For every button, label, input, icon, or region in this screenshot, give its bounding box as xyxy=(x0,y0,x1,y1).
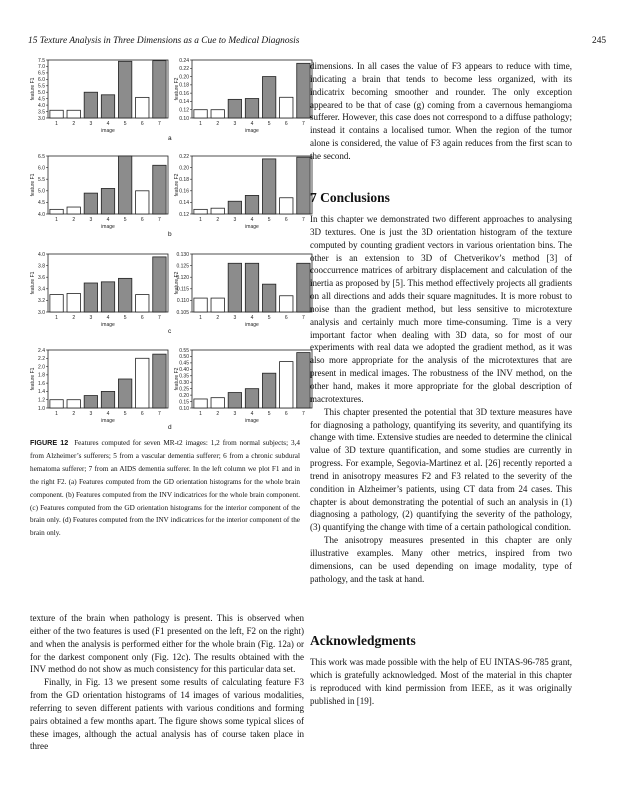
x-tick-label: 6 xyxy=(284,315,288,321)
bar-7 xyxy=(297,353,310,408)
x-tick-label: 3 xyxy=(89,411,93,417)
x-tick-label: 2 xyxy=(72,411,76,417)
x-axis-label: image xyxy=(101,322,115,328)
y-tick-label: 2.0 xyxy=(38,364,45,371)
right-column-intro xyxy=(310,60,572,163)
y-tick-label: 0.50 xyxy=(179,354,189,361)
y-tick-label: 7.0 xyxy=(38,64,45,71)
bar-chart-svg xyxy=(172,250,320,330)
x-tick-label: 1 xyxy=(55,121,58,127)
bar-5 xyxy=(118,379,131,408)
bar-6 xyxy=(136,358,149,408)
y-tick-label: 0.120 xyxy=(176,275,189,281)
x-tick-label: 5 xyxy=(267,411,271,417)
y-tick-label: 0.22 xyxy=(179,66,189,73)
acknowledgments-text xyxy=(310,656,572,707)
bar-3 xyxy=(228,99,241,118)
y-tick-label: 0.18 xyxy=(179,177,189,183)
bar-1 xyxy=(50,209,63,214)
x-tick-label: 1 xyxy=(199,315,202,321)
y-tick-label: 5.5 xyxy=(38,83,45,90)
caption-text: Features computed for seven MR-t2 images: 1,2 from normal subjects; 3,4 from Alzheimer’s sufferers; 5 from a vascular dementia sufferer; 6 from a chronic subdural hematoma sufferer; 7 from an AIDS dementia sufferer. In the left column we plot F1 and in the right F2. (a) Features computed from the GD orientation histograms for the whole brain component. (b) Features computed from the INV indicatrices for the whole brain component. (c) Features computed from the GD orientation histograms for the interior component of the brain only. (d) Features computed from the INV indicatrices for the interior component of the brain only. xyxy=(30,439,301,538)
bar-4 xyxy=(101,188,114,214)
y-tick-label: 0.16 xyxy=(179,188,189,195)
x-axis-label: image xyxy=(245,224,259,230)
bar-chart-svg xyxy=(28,346,176,426)
bar-7 xyxy=(153,61,166,118)
y-axis-label: feature F2 xyxy=(174,367,180,391)
x-tick-label: 1 xyxy=(55,411,58,417)
y-tick-label: 0.130 xyxy=(176,251,189,258)
y-tick-label: 4.0 xyxy=(38,102,45,109)
y-tick-label: 0.20 xyxy=(179,392,189,399)
bar-2 xyxy=(211,398,224,408)
x-axis-label: image xyxy=(101,128,115,134)
bar-2 xyxy=(67,293,80,312)
x-tick-label: 2 xyxy=(216,411,220,417)
x-tick-label: 2 xyxy=(216,121,220,127)
bar-5 xyxy=(118,156,131,214)
y-tick-label: 3.0 xyxy=(38,309,45,316)
bar-6 xyxy=(136,295,149,312)
chart-c-f2 xyxy=(172,250,320,330)
bar-5 xyxy=(262,77,275,118)
x-axis-label: image xyxy=(245,322,259,328)
y-tick-label: 0.45 xyxy=(179,360,189,367)
y-tick-label: 6.5 xyxy=(38,70,45,77)
x-tick-label: 1 xyxy=(55,315,58,321)
bar-2 xyxy=(67,400,80,408)
bar-chart-svg xyxy=(28,152,176,232)
page-number: 245 xyxy=(592,36,607,46)
y-tick-label: 1.2 xyxy=(38,397,45,404)
chart-b-f2 xyxy=(172,152,320,232)
bar-1 xyxy=(50,295,63,312)
x-tick-label: 1 xyxy=(199,411,202,417)
y-tick-label: 4.5 xyxy=(38,200,45,207)
bar-1 xyxy=(194,209,207,214)
x-tick-label: 5 xyxy=(123,315,127,321)
bar-6 xyxy=(136,191,149,214)
y-tick-label: 0.10 xyxy=(179,115,189,122)
y-tick-label: 1.6 xyxy=(38,380,45,387)
bar-3 xyxy=(84,193,97,214)
bar-4 xyxy=(245,99,258,118)
bar-1 xyxy=(50,400,63,408)
x-tick-label: 5 xyxy=(267,315,271,321)
panel-letter-a: a xyxy=(168,135,172,142)
bar-5 xyxy=(262,373,275,408)
bar-4 xyxy=(245,263,258,312)
panel-letter-b: b xyxy=(168,231,172,238)
y-tick-label: 4.0 xyxy=(38,251,45,258)
y-tick-label: 2.2 xyxy=(38,356,45,363)
y-tick-label: 0.40 xyxy=(179,367,189,374)
y-tick-label: 0.105 xyxy=(176,309,189,316)
bar-7 xyxy=(153,257,166,312)
x-tick-label: 4 xyxy=(106,121,110,127)
x-tick-label: 6 xyxy=(284,217,288,223)
bar-chart-svg xyxy=(28,250,176,330)
y-tick-label: 0.14 xyxy=(179,99,189,106)
bar-5 xyxy=(118,61,131,118)
y-tick-label: 2.4 xyxy=(38,347,45,354)
y-axis-label: feature F2 xyxy=(174,173,180,197)
bar-4 xyxy=(101,391,114,408)
bar-4 xyxy=(245,195,258,214)
panel-letter-d: d xyxy=(168,424,172,431)
paragraph: In this chapter we demonstrated two different approaches to analysing 3D textures. One is just the 3D orientation histogram of the texture computed by counting gradient vectors in various orientation bins. The other is an extension to 3D of Chetverikov’s method [3] of cooccurrence matrices of arbitrary displacement and calculation of the inertia as proposed by [5]. This method effectively projects all gradients on all directions and adds their square magnitudes. It is more robust to noise than the gradient method, but less sensitive to microtexture analysis and certainly much more time-consuming. Time is a very important factor when dealing with 3D data, so for most of our experiments with real data we adopted the gradient method, as it was also more appropriate for the analysis of the microtextures that are present in medical images. The robustness of the INV method, on the other hand, makes it more appropriate for the global description of macrotextures. xyxy=(310,214,572,404)
x-tick-label: 7 xyxy=(158,121,161,127)
bar-4 xyxy=(101,95,114,118)
bar-3 xyxy=(228,201,241,214)
bar-6 xyxy=(280,198,293,214)
x-tick-label: 7 xyxy=(158,217,161,223)
x-tick-label: 4 xyxy=(250,121,254,127)
paragraph: This chapter presented the potential that 3D texture measures have for diagnosing a pathology, quantifying its severity, and quantifying its change with time. Extensive studies are needed to determine the clinical value of 3D texture quantification, and some studies are currently in progress. For example, Segovia-Martinez et al. [26] recently reported a trend in anisotropy measures F2 and F3 related to the severity of the condition in Alzheimer’s patients, using CT data from 24 cases. This chapter is about demonstrating the potential of such an analysis in (1) diagnosing a pathology, (2) quantifying the severity of the pathology, (3) quantifying the change with time of a certain pathological condition. xyxy=(310,406,572,533)
y-tick-label: 5.0 xyxy=(38,188,45,195)
y-tick-label: 0.14 xyxy=(179,200,189,207)
y-tick-label: 3.0 xyxy=(38,115,45,122)
bar-6 xyxy=(280,296,293,312)
chart-a-f2 xyxy=(172,56,320,136)
x-tick-label: 5 xyxy=(267,217,271,223)
bar-4 xyxy=(245,389,258,408)
left-column-text xyxy=(30,612,304,753)
x-tick-label: 6 xyxy=(140,315,144,321)
x-tick-label: 6 xyxy=(140,217,144,223)
bar-7 xyxy=(297,157,310,214)
x-tick-label: 2 xyxy=(72,217,76,223)
y-tick-label: 4.5 xyxy=(38,96,45,103)
y-tick-label: 0.25 xyxy=(179,386,189,393)
bar-3 xyxy=(228,263,241,312)
bar-4 xyxy=(101,282,114,312)
bar-chart-svg xyxy=(172,152,320,232)
x-tick-label: 4 xyxy=(106,315,110,321)
x-tick-label: 4 xyxy=(250,315,254,321)
section-title-conclusions: 7 Conclusions xyxy=(310,190,390,205)
bar-3 xyxy=(84,396,97,408)
y-axis-label: feature F2 xyxy=(174,271,180,295)
x-tick-label: 7 xyxy=(158,315,161,321)
y-tick-label: 3.5 xyxy=(38,109,45,116)
y-tick-label: 0.18 xyxy=(179,82,189,89)
y-tick-label: 0.16 xyxy=(179,90,189,97)
bar-7 xyxy=(297,63,310,118)
chart-b-f1 xyxy=(28,152,176,232)
x-tick-label: 2 xyxy=(72,315,76,321)
x-tick-label: 5 xyxy=(267,121,271,127)
paragraph: dimensions. In all cases the value of F3 appears to reduce with time, indicating a brain that tends to become less organized, with its indicatrix becoming smoother and rounder. The only exception appeared to be that of case (g) coming from a cavernous hemangioma sufferer. However, this case does not correspond to a diffuse pathology; instead it contains a localised tumor. When the region of the tumor alone is considered, the value of F3 again reduces from the first scan to the second. xyxy=(310,61,572,161)
bar-2 xyxy=(67,207,80,214)
y-tick-label: 0.30 xyxy=(179,380,189,387)
x-tick-label: 5 xyxy=(123,217,127,223)
bar-5 xyxy=(118,278,131,312)
paragraph: The anisotropy measures presented in this chapter are only illustrative examples. Many other metrics, inspired from two dimensions, can be used depending on image modality, type of pathology, and the task at hand. xyxy=(310,535,572,584)
x-tick-label: 6 xyxy=(140,411,144,417)
y-axis-label: feature F1 xyxy=(30,367,36,391)
x-tick-label: 3 xyxy=(233,411,237,417)
y-tick-label: 6.0 xyxy=(38,165,45,172)
x-tick-label: 3 xyxy=(89,315,93,321)
y-tick-label: 0.125 xyxy=(176,263,189,270)
y-tick-label: 4.0 xyxy=(38,211,45,218)
x-axis-label: image xyxy=(245,128,259,134)
y-tick-label: 0.115 xyxy=(176,286,189,293)
caption-label: FIGURE 12 xyxy=(30,438,69,447)
x-tick-label: 6 xyxy=(140,121,144,127)
y-tick-label: 0.22 xyxy=(179,153,189,160)
x-tick-label: 3 xyxy=(89,217,93,223)
y-axis-label: feature F1 xyxy=(30,173,36,197)
y-axis-label: feature F1 xyxy=(30,271,36,295)
x-tick-label: 1 xyxy=(199,121,202,127)
x-tick-label: 4 xyxy=(106,411,110,417)
bar-3 xyxy=(84,92,97,118)
y-tick-label: 3.4 xyxy=(38,286,45,293)
y-tick-label: 0.35 xyxy=(179,373,189,380)
bar-6 xyxy=(280,97,293,118)
bar-6 xyxy=(280,362,293,408)
x-tick-label: 4 xyxy=(106,217,110,223)
y-tick-label: 6.5 xyxy=(38,153,45,160)
bar-2 xyxy=(211,110,224,118)
x-axis-label: image xyxy=(101,224,115,230)
x-tick-label: 5 xyxy=(123,411,127,417)
chart-d-f2 xyxy=(172,346,320,426)
y-tick-label: 5.5 xyxy=(38,177,45,183)
bar-chart-svg xyxy=(28,56,176,136)
x-tick-label: 6 xyxy=(284,411,288,417)
y-tick-label: 0.55 xyxy=(179,347,189,354)
bar-3 xyxy=(228,393,241,408)
x-tick-label: 3 xyxy=(233,315,237,321)
x-tick-label: 3 xyxy=(233,121,237,127)
bar-1 xyxy=(194,399,207,408)
x-tick-label: 7 xyxy=(302,411,305,417)
bar-chart-svg xyxy=(172,346,320,426)
y-tick-label: 6.0 xyxy=(38,77,45,84)
y-tick-label: 1.0 xyxy=(38,405,45,412)
y-axis-label: feature F2 xyxy=(174,77,180,101)
bar-1 xyxy=(194,298,207,312)
y-tick-label: 3.6 xyxy=(38,275,45,281)
chart-d-f1 xyxy=(28,346,176,426)
y-tick-label: 0.20 xyxy=(179,165,189,172)
bar-7 xyxy=(153,165,166,214)
conclusions-text xyxy=(310,213,572,585)
y-tick-label: 0.10 xyxy=(179,405,189,412)
x-tick-label: 1 xyxy=(199,217,202,223)
chart-c-f1 xyxy=(28,250,176,330)
bar-2 xyxy=(211,298,224,312)
x-tick-label: 7 xyxy=(302,121,305,127)
y-tick-label: 5.0 xyxy=(38,90,45,97)
x-axis-label: image xyxy=(101,418,115,424)
chart-a-f1 xyxy=(28,56,176,136)
paragraph: texture of the brain when pathology is present. This is observed when either of the two features is used (F1 presented on the left, F2 on the right) and when the analysis is performed either for the whole brain (Fig. 12a) or for the darkest component only (Fig. 12c). The results obtained with the INV method do not show as much consistency for this particular data set. xyxy=(30,613,304,675)
running-header: 15 Texture Analysis in Three Dimensions as a Cue to Medical Diagnosis xyxy=(28,36,300,46)
paragraph: Finally, in Fig. 13 we present some results of calculating feature F3 from the GD orientation histograms of 14 images of various modalities, referring to seven different patients with various conditions and forming pairs obtained a few months apart. The figure shows some typical slices of these images, although the actual analysis has of course taken place in three xyxy=(30,677,304,752)
x-tick-label: 7 xyxy=(302,217,305,223)
y-tick-label: 1.4 xyxy=(38,389,45,396)
paragraph: This work was made possible with the help of EU INTAS-96-785 grant, which is gratefully acknowledged. Most of the material in this chapter is reproduced with kind permission from IEEE, as it was originally published in [19]. xyxy=(310,657,572,706)
y-tick-label: 0.24 xyxy=(179,57,189,64)
bar-2 xyxy=(211,208,224,214)
x-tick-label: 1 xyxy=(55,217,58,223)
bar-7 xyxy=(153,354,166,408)
y-tick-label: 1.8 xyxy=(38,372,45,379)
x-tick-label: 7 xyxy=(158,411,161,417)
bar-1 xyxy=(194,110,207,118)
bar-6 xyxy=(136,97,149,118)
bar-5 xyxy=(262,159,275,214)
x-tick-label: 3 xyxy=(89,121,93,127)
y-tick-label: 3.2 xyxy=(38,298,45,305)
section-title-acknowledgments: Acknowledgments xyxy=(310,633,416,648)
y-tick-label: 0.20 xyxy=(179,74,189,81)
x-tick-label: 7 xyxy=(302,315,305,321)
y-tick-label: 0.110 xyxy=(176,298,189,305)
y-tick-label: 7.5 xyxy=(38,57,45,64)
y-tick-label: 3.8 xyxy=(38,263,45,270)
bar-1 xyxy=(50,110,63,118)
x-tick-label: 5 xyxy=(123,121,127,127)
bar-chart-svg xyxy=(172,56,320,136)
x-axis-label: image xyxy=(245,418,259,424)
x-tick-label: 2 xyxy=(216,315,220,321)
bar-2 xyxy=(67,110,80,118)
x-tick-label: 6 xyxy=(284,121,288,127)
x-tick-label: 2 xyxy=(72,121,76,127)
y-tick-label: 0.12 xyxy=(179,107,189,114)
x-tick-label: 3 xyxy=(233,217,237,223)
y-tick-label: 0.12 xyxy=(179,211,189,218)
x-tick-label: 4 xyxy=(250,411,254,417)
bar-5 xyxy=(262,284,275,312)
bar-3 xyxy=(84,283,97,312)
panel-letter-c: c xyxy=(168,328,172,335)
x-tick-label: 4 xyxy=(250,217,254,223)
bar-7 xyxy=(297,263,310,312)
y-tick-label: 0.15 xyxy=(179,399,189,406)
y-axis-label: feature F1 xyxy=(30,77,36,101)
x-tick-label: 2 xyxy=(216,217,220,223)
figure-caption xyxy=(30,437,300,540)
